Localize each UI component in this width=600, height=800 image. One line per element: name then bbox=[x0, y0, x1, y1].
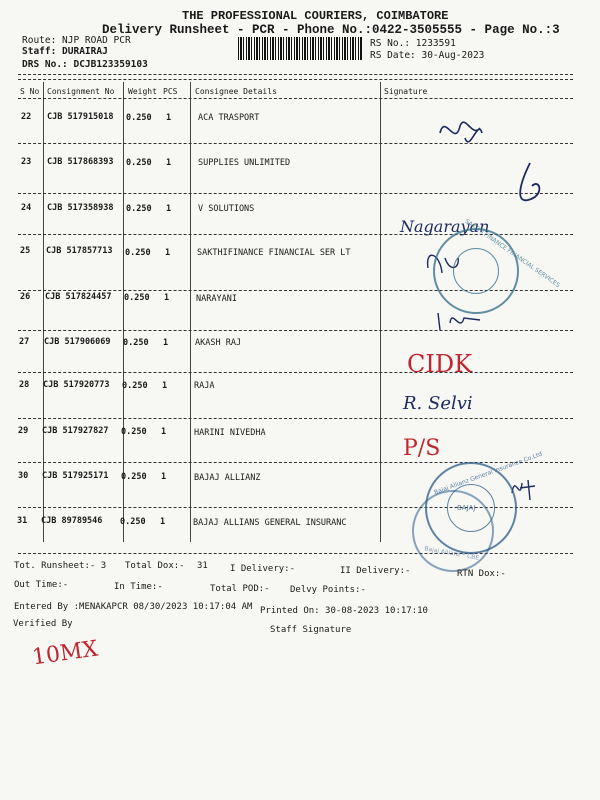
row-sno: 30 bbox=[18, 471, 29, 481]
total-dox-value: 31 bbox=[197, 561, 208, 571]
row-consignment: CJB 517857713 bbox=[46, 246, 113, 256]
row-consignment: CJB 517358938 bbox=[47, 203, 114, 213]
stamp-ring bbox=[453, 248, 499, 294]
row-weight: 0.250 bbox=[124, 293, 150, 303]
total-pod: Total POD:- bbox=[210, 584, 270, 594]
row-consignee: ACA TRASPORT bbox=[198, 113, 260, 123]
row-pcs: 1 bbox=[162, 381, 168, 391]
i-delivery: I Delivery:- bbox=[230, 564, 296, 574]
delvy-points: Delvy Points:- bbox=[290, 585, 366, 595]
col-sno: S No bbox=[20, 87, 40, 96]
divider bbox=[18, 74, 573, 75]
printed-on: Printed On: 30-08-2023 10:17:10 bbox=[260, 606, 428, 616]
row-consignment: CJB 517868393 bbox=[47, 157, 114, 167]
rs-number: RS No.: 1233591 bbox=[370, 38, 456, 49]
in-time: In Time:- bbox=[114, 582, 163, 592]
row-pcs: 1 bbox=[160, 517, 166, 527]
row-pcs: 1 bbox=[164, 293, 170, 303]
row-consignment: CJB 517906069 bbox=[44, 337, 111, 347]
row-consignment: CJB 517927827 bbox=[42, 426, 109, 436]
row-consignee: BAJAJ ALLIANS GENERAL INSURANC bbox=[193, 518, 347, 528]
row-pcs: 1 bbox=[163, 338, 169, 348]
route-label: Route: NJP ROAD PCR bbox=[22, 35, 131, 46]
row-consignee: BAJAJ ALLIANZ bbox=[194, 473, 261, 483]
row-weight: 0.250 bbox=[121, 427, 147, 437]
ii-delivery: II Delivery:- bbox=[340, 566, 411, 576]
row-weight: 0.250 bbox=[121, 472, 147, 482]
col-consignment: Consignment No bbox=[47, 87, 115, 96]
handwritten-name: Nagarayan bbox=[400, 217, 490, 236]
verified-by: Verified By bbox=[13, 619, 73, 629]
column-rule bbox=[190, 82, 191, 542]
staff-label: Staff: DURAIRAJ bbox=[22, 46, 108, 57]
row-pcs: 1 bbox=[161, 427, 167, 437]
row-pcs: 1 bbox=[166, 204, 172, 214]
col-weight: Weight bbox=[128, 87, 157, 96]
row-sno: 24 bbox=[21, 203, 32, 213]
barcode bbox=[238, 37, 363, 60]
verifier-signature: 10MX bbox=[30, 636, 100, 671]
handwritten-mark: CIDK bbox=[407, 350, 473, 378]
company-title: THE PROFESSIONAL COURIERS, COIMBATORE bbox=[182, 9, 449, 23]
row-weight: 0.250 bbox=[123, 338, 149, 348]
row-sno: 22 bbox=[21, 112, 32, 122]
divider bbox=[18, 98, 573, 99]
row-consignment: CJB 517920773 bbox=[43, 380, 110, 390]
row-consignment: CJB 517824457 bbox=[45, 292, 112, 302]
row-pcs: 1 bbox=[166, 158, 172, 168]
row-sno: 23 bbox=[21, 157, 32, 167]
row-sno: 25 bbox=[20, 246, 31, 256]
row-consignee: AKASH RAJ bbox=[195, 338, 242, 348]
row-weight: 0.250 bbox=[126, 158, 152, 168]
row-weight: 0.250 bbox=[125, 248, 151, 258]
total-dox-label: Total Dox:- bbox=[125, 561, 185, 571]
column-rule bbox=[380, 82, 381, 542]
row-consignment: CJB 517915018 bbox=[47, 112, 114, 122]
handwritten-name: R. Selvi bbox=[403, 393, 473, 414]
row-pcs: 1 bbox=[165, 248, 171, 258]
company-stamp bbox=[412, 490, 494, 572]
row-sno: 31 bbox=[17, 516, 28, 526]
row-consignee: HARINI NIVEDHA bbox=[194, 428, 266, 438]
row-consignee: SUPPLIES UNLIMITED bbox=[198, 158, 291, 168]
handwritten-mark: P/S bbox=[403, 436, 441, 461]
stamp-lettering: BAJAJ bbox=[457, 504, 476, 512]
staff-signature: Staff Signature bbox=[270, 625, 352, 635]
row-consignee: RAJA bbox=[194, 381, 215, 391]
row-sno: 26 bbox=[20, 292, 31, 302]
stamp-lettering: SAKTHI FINANCE FINANCIAL SERVICES bbox=[463, 217, 562, 290]
row-weight: 0.250 bbox=[122, 381, 148, 391]
row-consignee: V SOLUTIONS bbox=[198, 204, 255, 214]
drs-number: DRS No.: DCJB123359103 bbox=[22, 59, 148, 70]
row-consignment: CJB 89789546 bbox=[41, 516, 103, 526]
col-consignee: Consignee Details bbox=[195, 87, 277, 96]
row-sno: 29 bbox=[18, 426, 29, 436]
entered-by: Entered By :MENAKAPCR 08/30/2023 10:17:04 AM bbox=[14, 602, 253, 612]
row-pcs: 1 bbox=[166, 113, 172, 123]
col-signature: Signature bbox=[384, 87, 428, 96]
col-pcs: PCS bbox=[163, 87, 178, 96]
row-pcs: 1 bbox=[161, 472, 167, 482]
row-weight: 0.250 bbox=[126, 113, 152, 123]
stamp-lettering: Bajaj Allianz * CBE bbox=[423, 545, 480, 562]
row-weight: 0.250 bbox=[120, 517, 146, 527]
total-runsheet: Tot. Runsheet:- 3 bbox=[14, 561, 107, 571]
row-weight: 0.250 bbox=[126, 204, 152, 214]
rtn-dox: RTN Dox:- bbox=[457, 569, 506, 579]
row-consignee: SAKTHIFINANCE FINANCIAL SER LT bbox=[197, 248, 351, 258]
row-sno: 27 bbox=[19, 337, 30, 347]
stamp-lettering: Bajaj Allianz General Insurance Co.Ltd bbox=[433, 450, 544, 497]
rs-date: RS Date: 30-Aug-2023 bbox=[370, 50, 485, 61]
row-sno: 28 bbox=[19, 380, 30, 390]
row-consignment: CJB 517925171 bbox=[42, 471, 109, 481]
row-consignee: NARAYANI bbox=[196, 294, 237, 304]
runsheet-subtitle: Delivery Runsheet - PCR - Phone No.:0422-3505555 - Page No.:3 bbox=[102, 23, 560, 37]
out-time: Out Time:- bbox=[14, 580, 69, 590]
divider bbox=[18, 79, 573, 80]
